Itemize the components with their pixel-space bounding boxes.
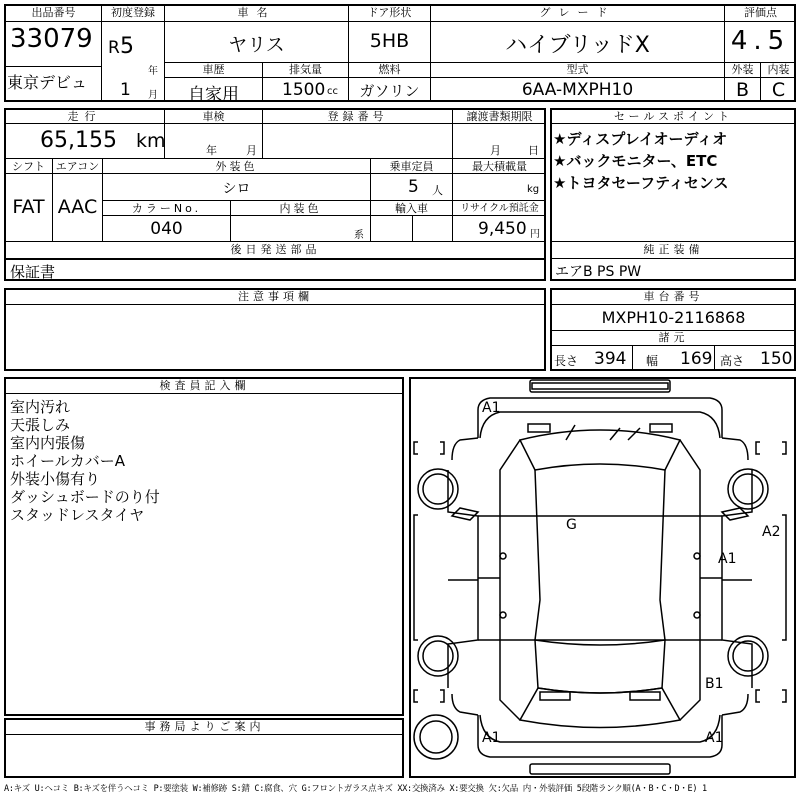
- damage-mark: G: [566, 517, 577, 533]
- door-type: 5HB: [369, 30, 410, 52]
- mileage-unit: km: [136, 130, 166, 152]
- chassis-number: MXPH10-2116868: [601, 308, 746, 327]
- disp-label: 排気量: [289, 63, 322, 76]
- mileage: 65,155: [40, 128, 117, 153]
- year-unit: 年: [148, 66, 158, 77]
- lot-number: 33079: [10, 24, 93, 54]
- model-label: 型式: [566, 63, 589, 76]
- seats-label: 乗車定員: [389, 160, 434, 173]
- ext-grade: B: [735, 79, 750, 101]
- inspector-line: 室内内張傷: [10, 434, 86, 452]
- int-label: 内装: [767, 63, 790, 76]
- int-grade: C: [771, 79, 786, 101]
- inspector-line: 天張しみ: [10, 416, 71, 434]
- import-label: 輸入車: [395, 202, 428, 215]
- month-unit: 月: [148, 90, 158, 101]
- era: R: [108, 38, 120, 58]
- chassis-label: 車台番号: [643, 290, 704, 303]
- sales-label: セールスポイント: [613, 110, 733, 123]
- reg-year: 5: [120, 34, 134, 59]
- fuel-label: 燃料: [378, 63, 401, 76]
- model-code: 6AA-MXPH10: [521, 80, 634, 100]
- inspector-line: 外装小傷有り: [10, 470, 101, 488]
- transfer-label: 譲渡書類期限: [466, 110, 533, 123]
- damage-mark: A2: [762, 524, 781, 540]
- intcolor-unit: 系: [354, 230, 364, 241]
- sales-item: ★ディスプレイオーディオ: [553, 130, 728, 148]
- disp-unit: cc: [327, 86, 338, 97]
- reg-label: 初度登録: [111, 6, 155, 19]
- ac-label: エアコン: [55, 160, 100, 173]
- damage-mark: A1: [482, 730, 501, 746]
- transfer-month-unit: 月: [490, 144, 501, 157]
- name-label: 車名: [237, 6, 276, 19]
- reg-month: 1: [120, 80, 131, 100]
- height-label: 高さ: [720, 354, 745, 368]
- colorno-label: カラーNo.: [131, 202, 202, 215]
- damage-mark: A1: [482, 400, 501, 416]
- shift: FAT: [12, 196, 45, 218]
- later-label: 後日発送部品: [230, 243, 321, 256]
- inspector-line: スタッドレスタイヤ: [10, 506, 145, 524]
- ac: AAC: [57, 196, 98, 218]
- car-name: ヤリス: [228, 34, 285, 56]
- insp-year-unit: 年: [206, 144, 217, 157]
- grade-label: グレード: [539, 6, 616, 19]
- recycle-label: リサイクル預託金: [460, 203, 539, 214]
- lot-label: 出品番号: [31, 6, 76, 19]
- damage-mark: A1: [705, 730, 724, 746]
- color: シロ: [222, 181, 251, 197]
- color-label: 外装色: [215, 160, 258, 173]
- damage-mark: B1: [705, 676, 724, 692]
- inspector-line: ホイールカバーA: [10, 452, 125, 470]
- displacement: 1500: [282, 80, 326, 100]
- load-unit: kg: [527, 184, 540, 195]
- later-parts: 保証書: [10, 263, 56, 281]
- recycle-unit: 円: [530, 229, 540, 240]
- office-label: 事務局よりご案内: [144, 720, 265, 733]
- seats-unit: 人: [432, 184, 443, 197]
- sales-item: ★バックモニター、ETC: [553, 152, 718, 170]
- recycle-fee: 9,450: [478, 219, 527, 239]
- venue: 東京デビュ: [7, 73, 88, 92]
- inspection-label: 車検: [202, 110, 225, 123]
- load-label: 最大積載量: [472, 160, 527, 173]
- width-label: 幅: [646, 354, 659, 368]
- intcolor-label: 内装色: [279, 202, 322, 215]
- history: 自家用: [188, 85, 239, 105]
- score-label: 評価点: [744, 6, 777, 19]
- notes-label: 注意事項欄: [238, 290, 313, 303]
- length: 394: [594, 349, 627, 369]
- inspector-line: 室内汚れ: [10, 398, 71, 416]
- height: 150: [760, 349, 793, 369]
- color-number: 040: [150, 219, 183, 239]
- damage-mark: A1: [718, 551, 737, 567]
- transfer-day-unit: 日: [528, 144, 539, 157]
- width: 169: [680, 349, 713, 369]
- shift-label: シフト: [12, 160, 45, 173]
- spec-label: 諸元: [658, 331, 689, 344]
- length-label: 長さ: [554, 354, 579, 368]
- equip-value: エアB PS PW: [555, 264, 642, 280]
- legend: A:キズ U:ヘコミ B:キズを伴うヘコミ P:要塗装 W:補修跡 S:錆 C:腐食、穴 G:フロントガラス点キズ XX:交換済み X:要交換 欠:欠品 内・外装評価 5段階ランク順(A・B・C・D・E) 1: [4, 784, 707, 794]
- equip-label: 純正装備: [643, 243, 704, 256]
- score: 4.5: [730, 26, 791, 56]
- fuel: ガソリン: [359, 82, 420, 100]
- inspector-label: 検査員記入欄: [159, 379, 250, 392]
- seats: 5: [408, 177, 419, 197]
- ext-label: 外装: [731, 63, 754, 76]
- mileage-label: 走行: [67, 110, 102, 123]
- history-label: 車歴: [202, 63, 225, 76]
- sales-item: ★トヨタセーフティセンス: [553, 174, 729, 192]
- door-label: ドア形状: [367, 6, 412, 19]
- inspector-line: ダッシュボードのり付: [10, 488, 160, 506]
- grade: ハイブリッドX: [505, 33, 650, 58]
- insp-month-unit: 月: [246, 144, 257, 157]
- plate-label: 登録番号: [327, 110, 388, 123]
